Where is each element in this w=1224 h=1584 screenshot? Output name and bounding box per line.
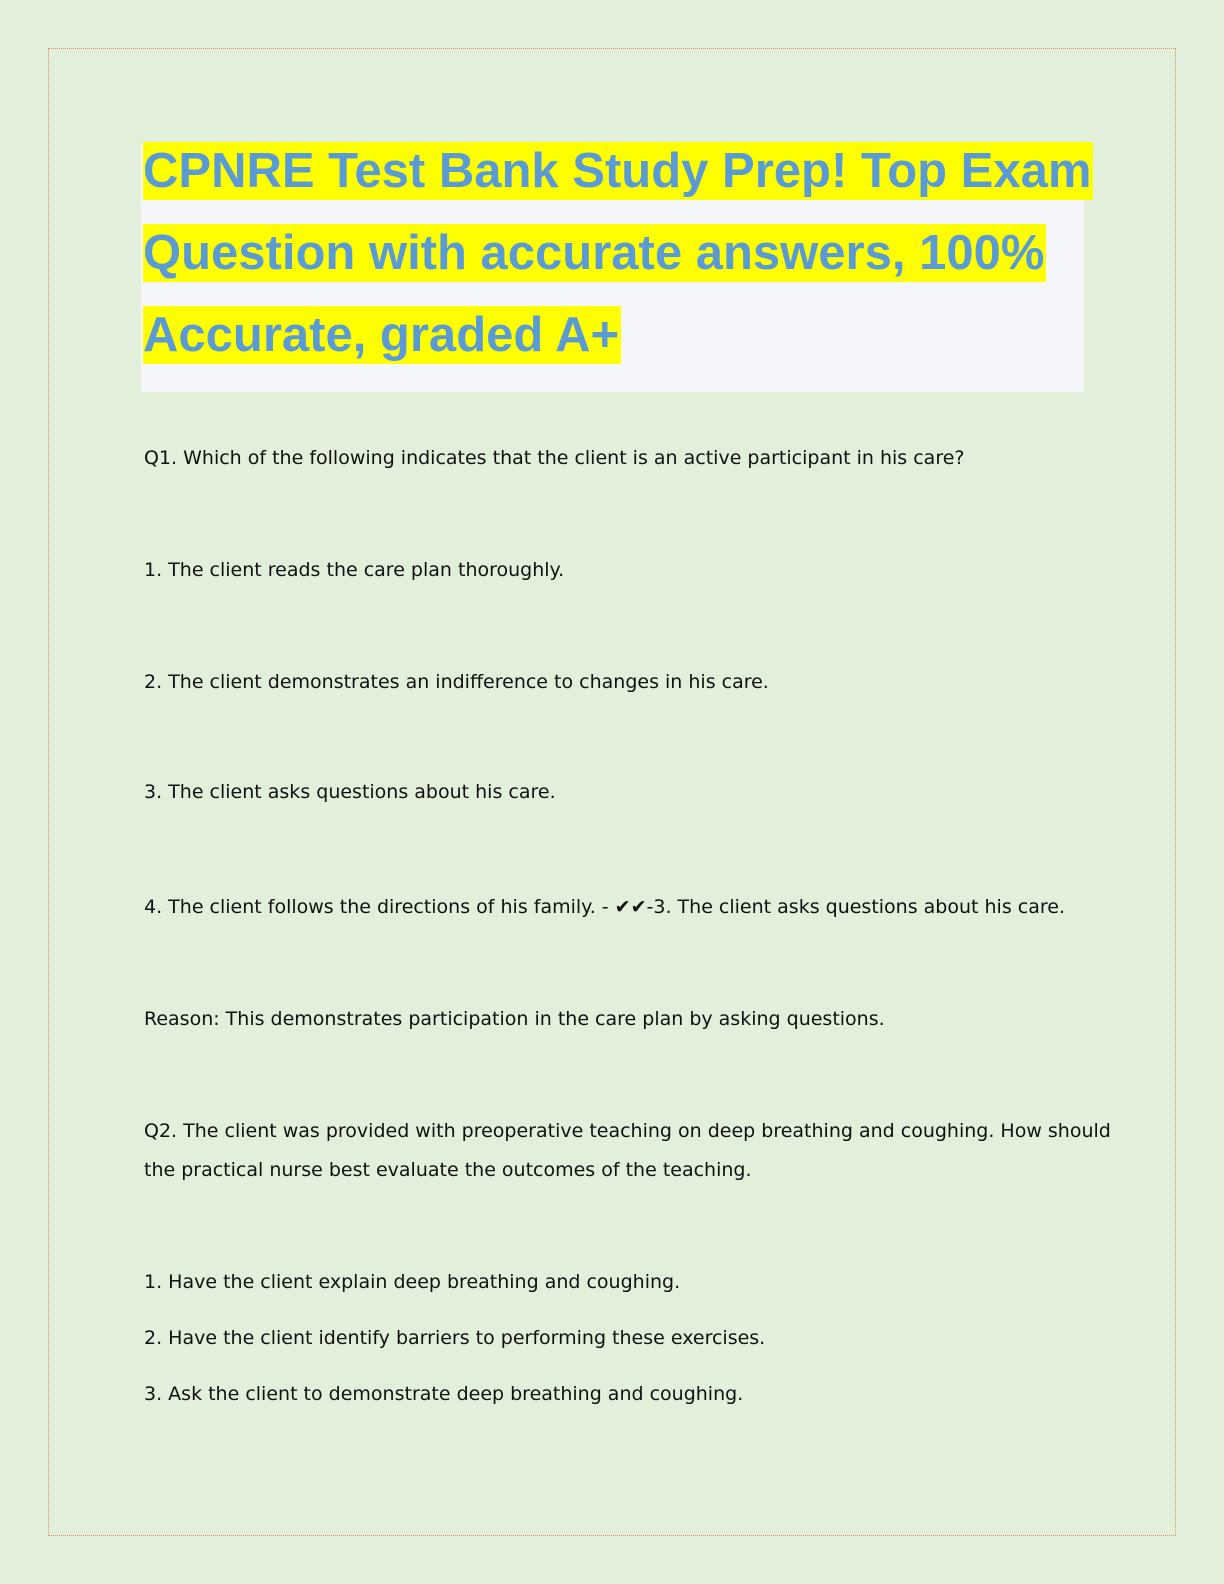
q2-option-3: 3. Ask the client to demonstrate deep breathing and coughing.: [144, 1383, 744, 1405]
q2-option-2: 2. Have the client identify barriers to performing these exercises.: [144, 1327, 766, 1349]
q1-option-1: 1. The client reads the care plan thoroughly.: [144, 559, 565, 581]
question-2-line-1: Q2. The client was provided with preoperative teaching on deep breathing and coughing. How should: [144, 1120, 1111, 1142]
question-2-line-2: the practical nurse best evaluate the outcomes of the teaching.: [144, 1159, 752, 1181]
q1-option-2: 2. The client demonstrates an indifference to changes in his care.: [144, 671, 769, 693]
document-title-line-2: Question with accurate answers, 100%: [143, 226, 1045, 280]
document-title-line-1: CPNRE Test Bank Study Prep! Top Exam: [143, 144, 1092, 198]
q2-option-1: 1. Have the client explain deep breathing and coughing.: [144, 1271, 681, 1293]
q1-option-4-with-answer: 4. The client follows the directions of his family. - ✔✔-3. The client asks questions about his care.: [144, 896, 1065, 918]
document-title-line-3: Accurate, graded A+: [143, 308, 620, 362]
q1-option-3: 3. The client asks questions about his care.: [144, 781, 556, 803]
question-1: Q1. Which of the following indicates that the client is an active participant in his care?: [144, 447, 965, 469]
q1-reason: Reason: This demonstrates participation in the care plan by asking questions.: [144, 1008, 885, 1030]
